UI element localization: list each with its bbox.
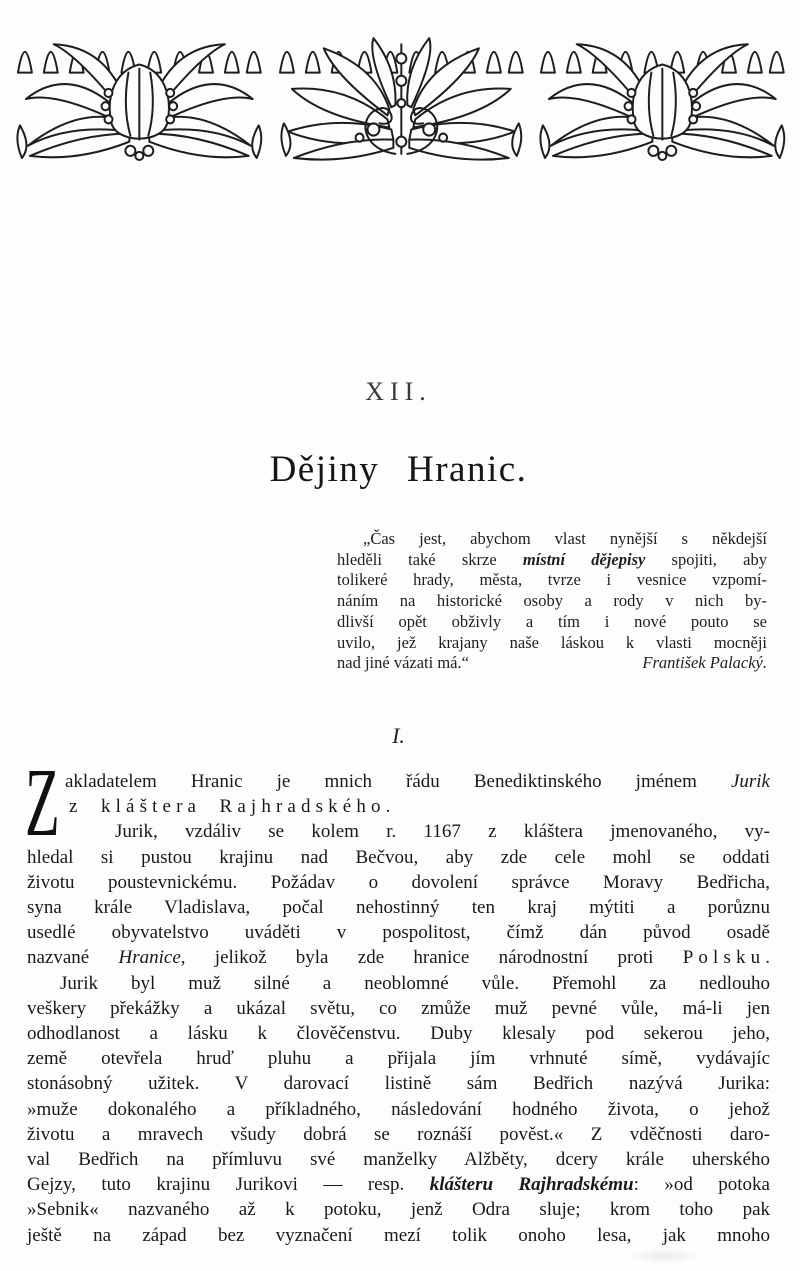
- text-line: stonásobný užitek. V darovací listině sám Bedřich nazývá Jurika:: [27, 1073, 770, 1095]
- text-line: Gejzy, tuto krajinu Jurikovi — resp. klášteru Rajhradskému: »od potoka: [27, 1174, 770, 1196]
- text-line: uvilo, jež krajany naše láskou k vlasti mocněji: [337, 632, 767, 652]
- text-line: val Bedřich na přímluvu své manželky Alžběty, dcery krále uherského: [27, 1149, 770, 1171]
- scan-smudge: [630, 1248, 700, 1264]
- floral-motif-left: [12, 28, 267, 162]
- floral-motif-right: [535, 28, 790, 162]
- text-line: nad jiné vázati má.“ František Palacký.: [337, 653, 767, 673]
- text-line: usedlé obyvatelstvo uváděti v pospolitost, čímž dán původ osadě: [27, 922, 770, 944]
- section-number: I.: [392, 723, 405, 748]
- text-line: odhodlanost a lásku k člověčenstvu. Duby klesaly pod sekerou jeho,: [27, 1023, 770, 1045]
- ornament-band: [12, 28, 790, 162]
- text-line: »muže dokonalého a příkladného, následování hodného života, o jehož: [27, 1098, 770, 1120]
- text-line: hleděli také skrze místní dějepisy spojiti, aby: [337, 549, 767, 569]
- text-line: tolikeré hrady, města, tvrze i vesnice vzpomí-: [337, 570, 767, 590]
- text-line: Jurik byl muž silné a neoblomné vůle. Přemohl za nedlouho: [60, 972, 770, 994]
- text-line: ještě na západ bez vyznačení mezí tolik onoho lesa, jak mnoho: [27, 1224, 770, 1246]
- text-line: syna krále Vladislava, počal nehostinný ten kraj mýtiti a porůznu: [27, 897, 770, 919]
- text-line: nazvané Hranice, jelikož byla zde hranice národnostní proti Polsku.: [27, 947, 770, 969]
- text-line: země otevřela hruď pluhu a přijala jím vrhnuté símě, vydávajíc: [27, 1048, 770, 1070]
- text-line: »Sebnik« nazvaného až k potoku, jenž Odra sluje; krom toho pak: [27, 1199, 770, 1221]
- epigraph: [337, 529, 767, 674]
- body-text: [25, 749, 770, 1248]
- text-line: akladatelem Hranic je mnich řádu Benediktinského jménem Jurik: [65, 771, 770, 792]
- page-title: Dějiny Hranic.: [269, 449, 528, 490]
- text-line: náním na historické osoby a rody v nich by-: [337, 591, 767, 611]
- chapter-number: XII.: [365, 377, 432, 406]
- drop-cap: Z: [25, 749, 60, 857]
- text-line: hledal si pustou krajinu nad Bečvou, aby zde cele mohl se oddati: [27, 846, 770, 868]
- text-line: z kláštera Rajhradského.: [69, 796, 396, 818]
- text-line: životu a mravech všudy dobrá se roznáší pověst.« Z vděčnosti daro-: [27, 1123, 770, 1145]
- text-line: Jurik, vzdáliv se kolem r. 1167 z kláštera jmenovaného, vy-: [115, 821, 770, 843]
- text-line: životu poustevnickému. Požádav o dovolení správce Moravy Bedřicha,: [27, 871, 770, 893]
- text-line: dlivší opět obživly a tím i nové pouto se: [337, 611, 767, 631]
- text-line: „Čas jest, abychom vlast nynější s někdejší: [363, 529, 767, 548]
- text-line: veškery překážky a ukázal světu, co zmůže muž pevné vůle, má-li jen: [27, 997, 770, 1019]
- floral-motif-center: [274, 28, 529, 162]
